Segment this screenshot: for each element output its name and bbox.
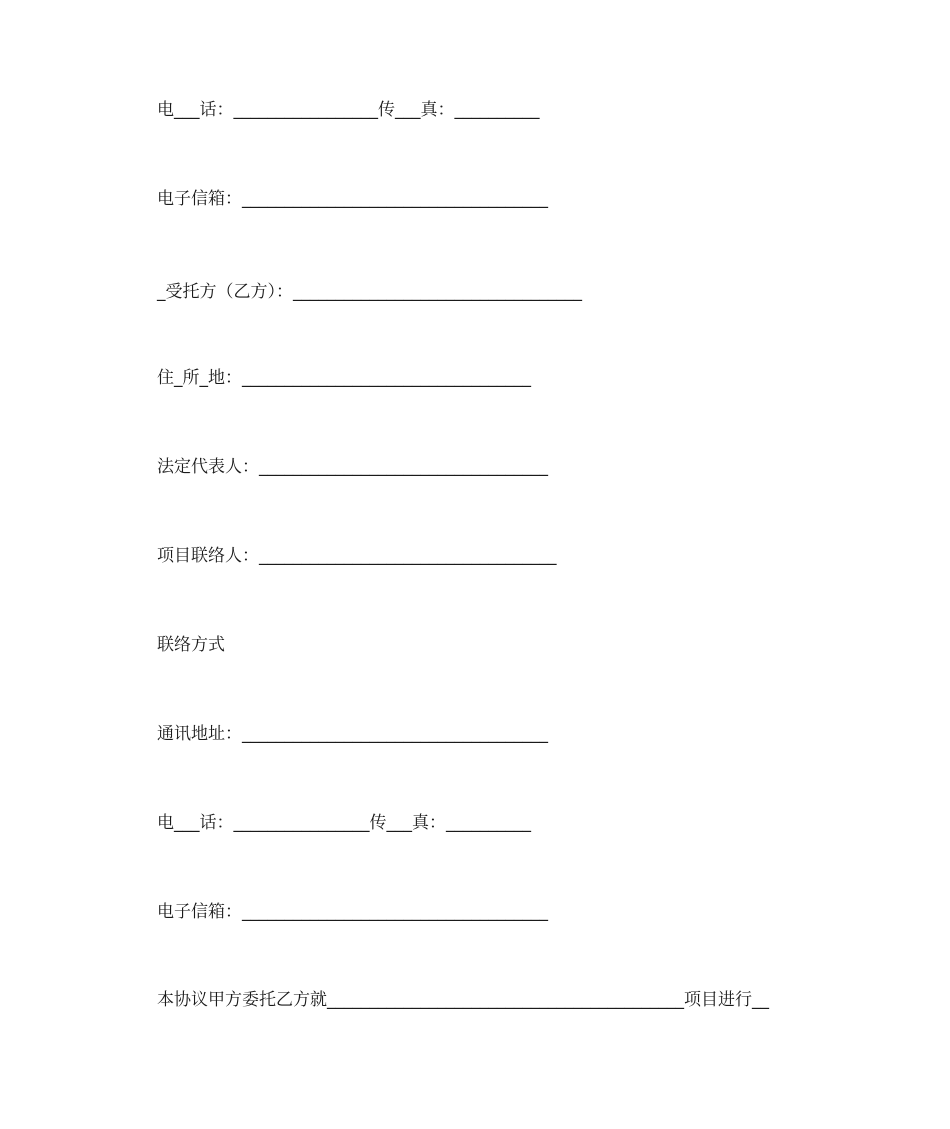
email-line-party-a: 电子信箱：____________________________________ <box>157 189 548 209</box>
agreement-clause-line: 本协议甲方委托乙方就__________________________________________项目进行__ <box>157 990 769 1010</box>
phone-fax-line-party-b: 电___话：________________传___真：__________ <box>157 813 531 833</box>
legal-representative-line: 法定代表人：__________________________________ <box>157 457 548 477</box>
mailing-address-line: 通讯地址：____________________________________ <box>157 724 548 744</box>
contact-method-heading: 联络方式 <box>157 635 225 655</box>
project-contact-line: 项目联络人：___________________________________ <box>157 546 557 566</box>
party-b-heading-line: _受托方（乙方）：__________________________________ <box>157 282 582 302</box>
domicile-line: 住_所_地：__________________________________ <box>157 368 531 388</box>
email-line-party-b: 电子信箱：____________________________________ <box>157 902 548 922</box>
phone-fax-line-party-a: 电___话：_________________传___真：__________ <box>157 100 540 120</box>
